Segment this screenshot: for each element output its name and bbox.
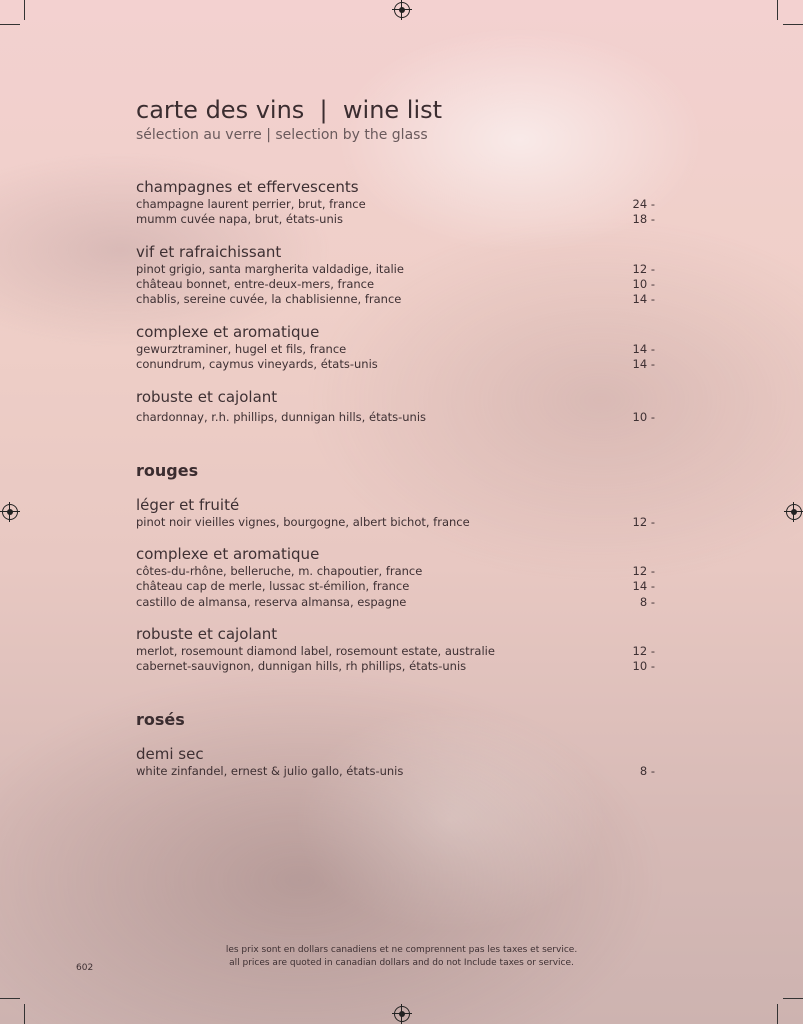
wine-price: 8 - — [639, 595, 655, 609]
registration-mark-icon — [394, 2, 410, 18]
wine-name: castillo de almansa, reserva almansa, espagne — [136, 595, 407, 609]
page-subtitle: sélection au verre | selection by the glass — [136, 127, 428, 143]
wine-price: 14 - — [632, 292, 655, 306]
registration-mark-icon — [2, 504, 18, 520]
wine-price: 10 - — [632, 659, 655, 673]
wine-price: 10 - — [632, 410, 655, 424]
registration-mark-icon — [786, 504, 802, 520]
wine-name: côtes-du-rhône, belleruche, m. chapoutier, france — [136, 564, 423, 578]
category-heading: complexe et aromatique — [136, 323, 320, 341]
wine-name: white zinfandel, ernest & julio gallo, états-unis — [136, 764, 404, 778]
crop-mark — [0, 998, 20, 999]
wine-price: 8 - — [639, 764, 655, 778]
wine-name: gewurztraminer, hugel et fils, france — [136, 342, 347, 356]
wine-name: mumm cuvée napa, brut, états-unis — [136, 212, 343, 226]
page-number: 602 — [76, 963, 94, 973]
crop-mark — [783, 998, 803, 999]
section-heading-rouges: rouges — [136, 461, 199, 480]
category-heading: demi sec — [136, 745, 204, 763]
wine-name: conundrum, caymus vineyards, états-unis — [136, 357, 378, 371]
wine-name: pinot noir vieilles vignes, bourgogne, albert bichot, france — [136, 515, 470, 529]
wine-price: 12 - — [632, 644, 655, 658]
wine-price: 24 - — [632, 197, 655, 211]
crop-mark — [783, 24, 803, 25]
footer-note-fr: les prix sont en dollars canadiens et ne comprennent pas les taxes et service. — [225, 945, 578, 955]
wine-price: 10 - — [632, 277, 655, 291]
crop-mark — [777, 0, 778, 20]
page-title: carte des vins | wine list — [136, 96, 443, 124]
wine-price: 14 - — [632, 579, 655, 593]
wine-name: chablis, sereine cuvée, la chablisienne, france — [136, 292, 402, 306]
wine-price: 12 - — [632, 515, 655, 529]
crop-mark — [777, 1004, 778, 1024]
footer-note-en: all prices are quoted in canadian dollars and do not Include taxes or service. — [229, 958, 574, 968]
wine-name: chardonnay, r.h. phillips, dunnigan hills, états-unis — [136, 410, 427, 424]
wine-name: pinot grigio, santa margherita valdadige, italie — [136, 262, 404, 276]
crop-mark — [24, 0, 25, 20]
wine-name: champagne laurent perrier, brut, france — [136, 197, 366, 211]
wine-name: merlot, rosemount diamond label, rosemount estate, australie — [136, 644, 495, 658]
wine-name: château cap de merle, lussac st-émilion, france — [136, 579, 410, 593]
wine-price: 14 - — [632, 357, 655, 371]
category-heading: robuste et cajolant — [136, 625, 278, 643]
wine-price: 18 - — [632, 212, 655, 226]
category-heading: léger et fruité — [136, 496, 240, 514]
wine-price: 12 - — [632, 564, 655, 578]
category-heading: vif et rafraichissant — [136, 243, 282, 261]
wine-price: 12 - — [632, 262, 655, 276]
crop-mark — [0, 24, 20, 25]
section-heading-roses: rosés — [136, 710, 185, 729]
registration-mark-icon — [394, 1006, 410, 1022]
wine-name: château bonnet, entre-deux-mers, france — [136, 277, 375, 291]
category-heading: complexe et aromatique — [136, 545, 320, 563]
category-heading: champagnes et effervescents — [136, 178, 359, 196]
category-heading: robuste et cajolant — [136, 388, 278, 406]
wine-price: 14 - — [632, 342, 655, 356]
wine-name: cabernet-sauvignon, dunnigan hills, rh phillips, états-unis — [136, 659, 467, 673]
crop-mark — [24, 1004, 25, 1024]
